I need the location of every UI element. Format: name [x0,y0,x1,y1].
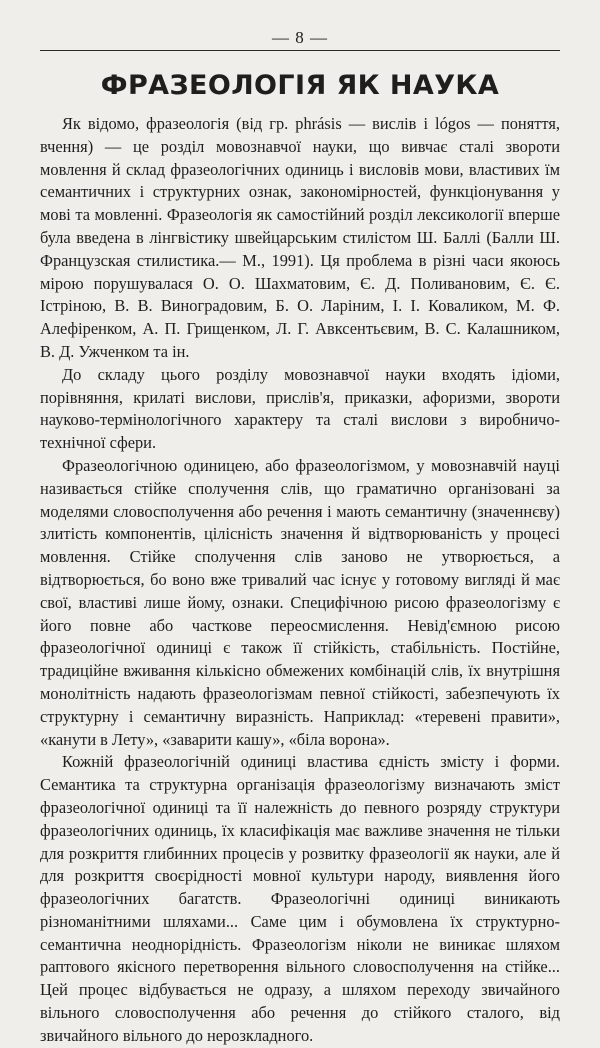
paragraph: Як відомо, фразеологія (від гр. phrásis — вислів і lógos — поняття, вчення) — це розділ мовознавчої науки, що вивчає сталі звороти мовлення й склад фразеологічних одиниць і висловів мови, властивих їм семантичних і структурних ознак, закономірностей, функціонування у мові та мовленні. Фразеологія як самостійний розділ лексикології вперше була введена в лінгвістику швейцарським стилістом Ш. Баллі (Балли Ш. Французская стилистика.— М., 1991). Ця проблема в різні часи якоюсь мірою порушувалася О. О. Шахматовим, Є. Д. Поливановим, Є. Є. Істріною, В. В. Виноградовим, Б. О. Ларіним, І. І. Коваликом, М. Ф. Алефіренком, А. П. Грищенком, Л. Г. Авксентьєвим, В. С. Калашником, В. Д. Ужченком та ін. [40,114,560,361]
section-title: ФРАЗЕОЛОГІЯ ЯК НАУКА [100,70,500,101]
paragraph: Кожній фразеологічній одиниці властива єдність змісту і форми. Семантика та структурна організація фразеологізму визначають зміст фразеологічної одиниці та її належність до певного розряду структури фразеологічних одиниць, їх класифікація має важливе значення не тільки для розкриття глибинних процесів у розвитку фразеології як науки, але й для розкриття своєрідності мовної культури народу, виявлення його фразеологічних багатств. Фразеологічні одиниці виникають різноманітними шляхами... Саме цим і обумовлена їх структурно-семантична неоднорідність. Фразеологізм ніколи не виникає шляхом раптового якісного перетворення вільного словосполучення на стійке... Цей процес відбувається не одразу, а шляхом переходу звичайного вільного словосполучення або речення до стійкого сталого, від звичайного вільного до нерозкладного. [40,752,560,1045]
page-number: — 8 — [272,28,328,47]
paragraph: До складу цього розділу мовознавчої науки входять ідіоми, порівняння, крилаті вислови, прислів'я, приказки, афоризми, звороти науково-термінологічного характеру та сталі вислови з виробничо-технічної сфери. [40,364,560,453]
paragraph: Фразеологічною одиницею, або фразеологізмом, у мовознавчій науці називається стійке сполучення слів, що граматично організовані за моделями словосполучення або речення і мають семантичну (значеннєву) злитість компонентів, цілісність значення й відтворюваність у процесі мовлення. Стійке сполучення слів заново не утворюється, а відтворюється, бо воно вже тривалий час існує у готовому вигляді й має свої, властиві лише йому, ознаки. Специфічною рисою фразеологізму є його повне або часткове переосмислення. Невід'ємною рисою фразеологічної одиниці є також її стійкість, стабільність. Постійне, традиційне вживання кількісно обмежених комбінацій слів, їх внутрішня монолітність надають фразеологізмам певної стійкості, забезпечують їх структурну і семантичну виразність. Наприклад: «теревені правити», «канути в Лету», «заварити кашу», «біла ворона». [40,455,560,749]
body-text [40,113,560,1048]
header-rule [40,50,560,51]
